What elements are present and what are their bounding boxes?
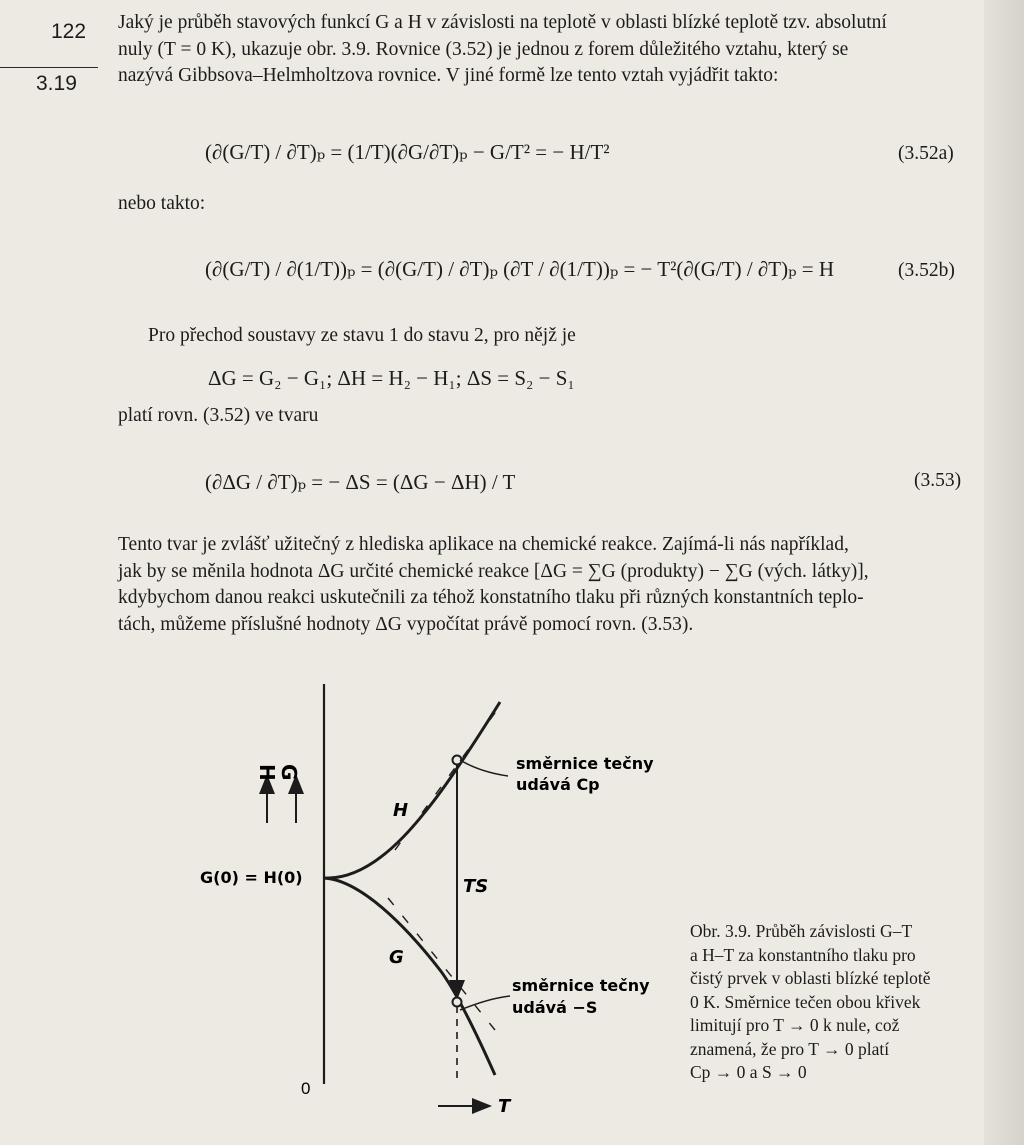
tangent-point-G xyxy=(453,998,462,1007)
intro-line: Jaký je průběh stavových funkcí G a H v závislosti na teplotě v oblasti blízké teplotě tzv. absolutní xyxy=(118,12,887,33)
page-edge-shadow xyxy=(984,0,1024,1145)
label-nebo-takto: nebo takto: xyxy=(118,193,206,214)
TS-label: TS xyxy=(463,876,489,897)
annotation-bottom-line2: udává −S xyxy=(512,998,598,1017)
caption-line: limitují pro T → 0 k nule, což xyxy=(690,1015,900,1035)
curve-label-H: H xyxy=(393,800,409,821)
zero-label: 0 xyxy=(301,1079,311,1098)
x-axis-label: T xyxy=(498,1096,511,1117)
equation-3-52a: (∂(G/T) / ∂T)ₚ = (1/T)(∂G/∂T)ₚ − G/T² = − H/T² xyxy=(205,140,610,164)
annotation-bottom-leader xyxy=(460,996,510,1010)
delta-definitions: ΔG = G₂ − G₁; ΔH = H₂ − H₁; ΔS = S₂ − S₁ xyxy=(208,366,575,390)
margin-rule xyxy=(0,67,98,68)
caption-line: Cp → 0 a S → 0 xyxy=(690,1062,807,1082)
equation-3-52b: (∂(G/T) / ∂(1/T))ₚ = (∂(G/T) / ∂T)ₚ (∂T / ∂(1/T))ₚ = − T²(∂(G/T) / ∂T)ₚ = H xyxy=(205,257,835,281)
transition-text: Pro přechod soustavy ze stavu 1 do stavu 2, pro nějž je xyxy=(148,325,576,346)
intro-line: nuly (T = 0 K), ukazuje obr. 3.9. Rovnice (3.52) je jednou z forem důležitého vztahu, který se xyxy=(118,38,849,60)
body-line: kdybychom danou reakci uskutečnili za téhož konstatního tlaku při různých konstantních teplo- xyxy=(118,587,864,608)
tangent-G xyxy=(388,898,495,1030)
body-line: Tento tvar je zvlášť užitečný z hlediska aplikace na chemické reakce. Zajímá-li nás například, xyxy=(118,534,849,555)
caption-line: a H–T za konstantního tlaku pro xyxy=(690,944,916,965)
equation-number-3-52a: (3.52a) xyxy=(898,143,954,164)
section-number: 3.19 xyxy=(36,72,77,95)
caption-line: 0 K. Směrnice tečen obou křivek xyxy=(690,991,921,1012)
body-line: jak by se měnila hodnota ΔG určité chemické reakce [ΔG = ∑G (produkty) − ∑G (vých. látky)], xyxy=(118,560,869,582)
intro-paragraph xyxy=(118,10,958,90)
annotation-top-leader xyxy=(460,760,508,776)
body-paragraph xyxy=(118,532,958,638)
annotation-top-line1: směrnice tečny xyxy=(516,754,654,773)
body-line: tách, můžeme příslušné hodnoty ΔG vypočítat právě pomocí rovn. (3.53). xyxy=(118,613,694,635)
caption-line: znamená, že pro T → 0 platí xyxy=(690,1038,890,1059)
label-plati: platí rovn. (3.52) ve tvaru xyxy=(118,405,319,426)
caption-line: čistý prvek v oblasti blízké teplotě xyxy=(690,968,931,988)
equation-number-3-52b: (3.52b) xyxy=(898,260,955,281)
curve-label-G: G xyxy=(389,947,404,968)
curve-G xyxy=(324,878,495,1075)
caption-line: Obr. 3.9. Průběh závislosti G–T xyxy=(690,921,913,941)
axis-label-H: H xyxy=(255,764,279,781)
page-number: 122 xyxy=(51,20,87,43)
intro-line: nazývá Gibbsova–Helmholtzova rovnice. V jiné formě lze tento vztah vyjádřit takto: xyxy=(118,65,779,86)
annotation-bottom-line1: směrnice tečny xyxy=(512,976,650,995)
curve-H xyxy=(324,702,500,878)
equation-number-3-53: (3.53) xyxy=(914,470,962,491)
figure-3-9 xyxy=(190,680,670,1120)
equation-3-53: (∂ΔG / ∂T)ₚ = − ΔS = (ΔG − ΔH) / T xyxy=(205,470,516,494)
origin-label: G(0) = H(0) xyxy=(200,868,303,887)
annotation-top-line2: udává Cp xyxy=(516,775,600,794)
axis-label-G: G xyxy=(277,764,301,781)
figure-caption xyxy=(690,920,960,1085)
